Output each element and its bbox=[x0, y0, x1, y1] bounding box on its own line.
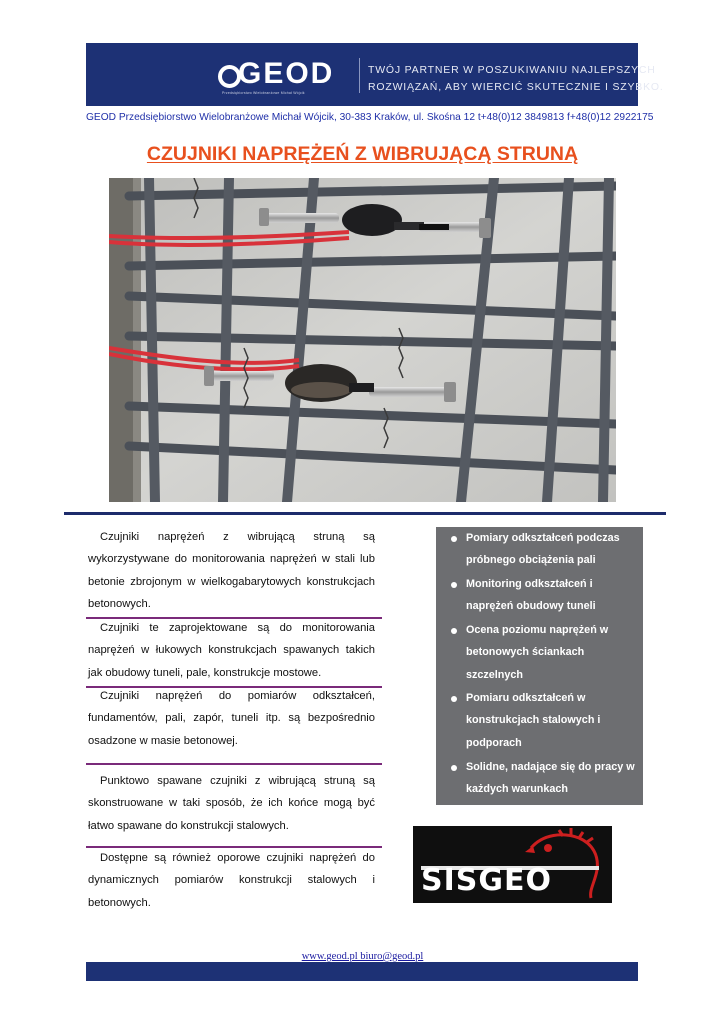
banner-divider bbox=[359, 58, 360, 93]
footer-links[interactable]: www.geod.pl biuro@geod.pl bbox=[301, 951, 424, 962]
page-title: CZUJNIKI NAPRĘŻEŃ Z WIBRUJĄCĄ STRUNĄ bbox=[146, 143, 579, 165]
sisgeo-logo-text: SISGEO bbox=[421, 863, 552, 898]
section-rule bbox=[64, 512, 666, 515]
paragraph-2: Czujniki te zaprojektowane są do monitorowania naprężeń w łukowych konstrukcjach spawanych takich jak obudowy tuneli, pale, konstrukcje mostowe. bbox=[88, 622, 375, 679]
bullet-icon bbox=[451, 582, 457, 588]
bullet-item: Ocena poziomu naprężeń w betonowych ściankach szczelnych bbox=[466, 624, 609, 681]
sisgeo-logo-icon bbox=[413, 826, 612, 903]
paragraph-1: Czujniki naprężeń z wibrującą struną są wykorzystywane do monitorowania naprężeń w stali lub betonie zbrojonym w wielkogabarytowych konstrukcjach betonowych. bbox=[88, 531, 375, 611]
bullet-icon bbox=[451, 628, 457, 634]
bullet-item: Pomiaru odkształceń w konstrukcjach stalowych i podporach bbox=[466, 692, 601, 749]
tagline-line-1: TWÓJ PARTNER W POSZUKIWANIU NAJLEPSZYCH bbox=[368, 64, 656, 76]
bullet-icon bbox=[451, 536, 457, 542]
footer-bar bbox=[86, 962, 638, 981]
sisgeo-logo bbox=[413, 826, 612, 903]
company-contact-line: GEOD Przedsiębiorstwo Wielobranżowe Michał Wójcik, 30-383 Kraków, ul. Skośna 12 t+48(0)12 3849813 f+48(0)12 2922175 bbox=[86, 112, 654, 123]
bullet-item: Solidne, nadające się do pracy w każdych warunkach bbox=[466, 761, 635, 796]
bullet-icon bbox=[451, 696, 457, 702]
tagline-line-2: ROZWIĄZAŃ, ABY WIERCIĆ SKUTECZNIE I SZYBKO. bbox=[368, 81, 664, 93]
paragraph-3: Czujniki naprężeń do pomiarów odkształceń, fundamentów, pali, zapór, tuneli itp. są bezpośrednio osadzone w masie betonowej. bbox=[88, 690, 375, 747]
paragraph-separator bbox=[86, 763, 382, 765]
logo-subtext: Przedsiębiorstwo Wielobranżowe Michał Wójcik bbox=[222, 91, 305, 95]
strain-gauge-photo bbox=[109, 178, 616, 502]
logo-text: GEOD bbox=[238, 57, 335, 90]
photo-illustration bbox=[109, 178, 616, 502]
bullet-icon bbox=[451, 765, 457, 771]
paragraph-4: Punktowo spawane czujniki z wibrującą struną są skonstruowane w taki sposób, że ich końce mogą być łatwo spawane do konstrukcji stalowych. bbox=[88, 775, 375, 832]
bullet-item: Monitoring odkształceń i naprężeń obudowy tuneli bbox=[466, 578, 596, 613]
paragraph-5: Dostępne są również oporowe czujniki naprężeń do dynamicznych pomiarów konstrukcji stalowych i betonowych. bbox=[88, 852, 375, 909]
bullet-item: Pomiary odkształceń podczas próbnego obciążenia pali bbox=[466, 532, 620, 567]
